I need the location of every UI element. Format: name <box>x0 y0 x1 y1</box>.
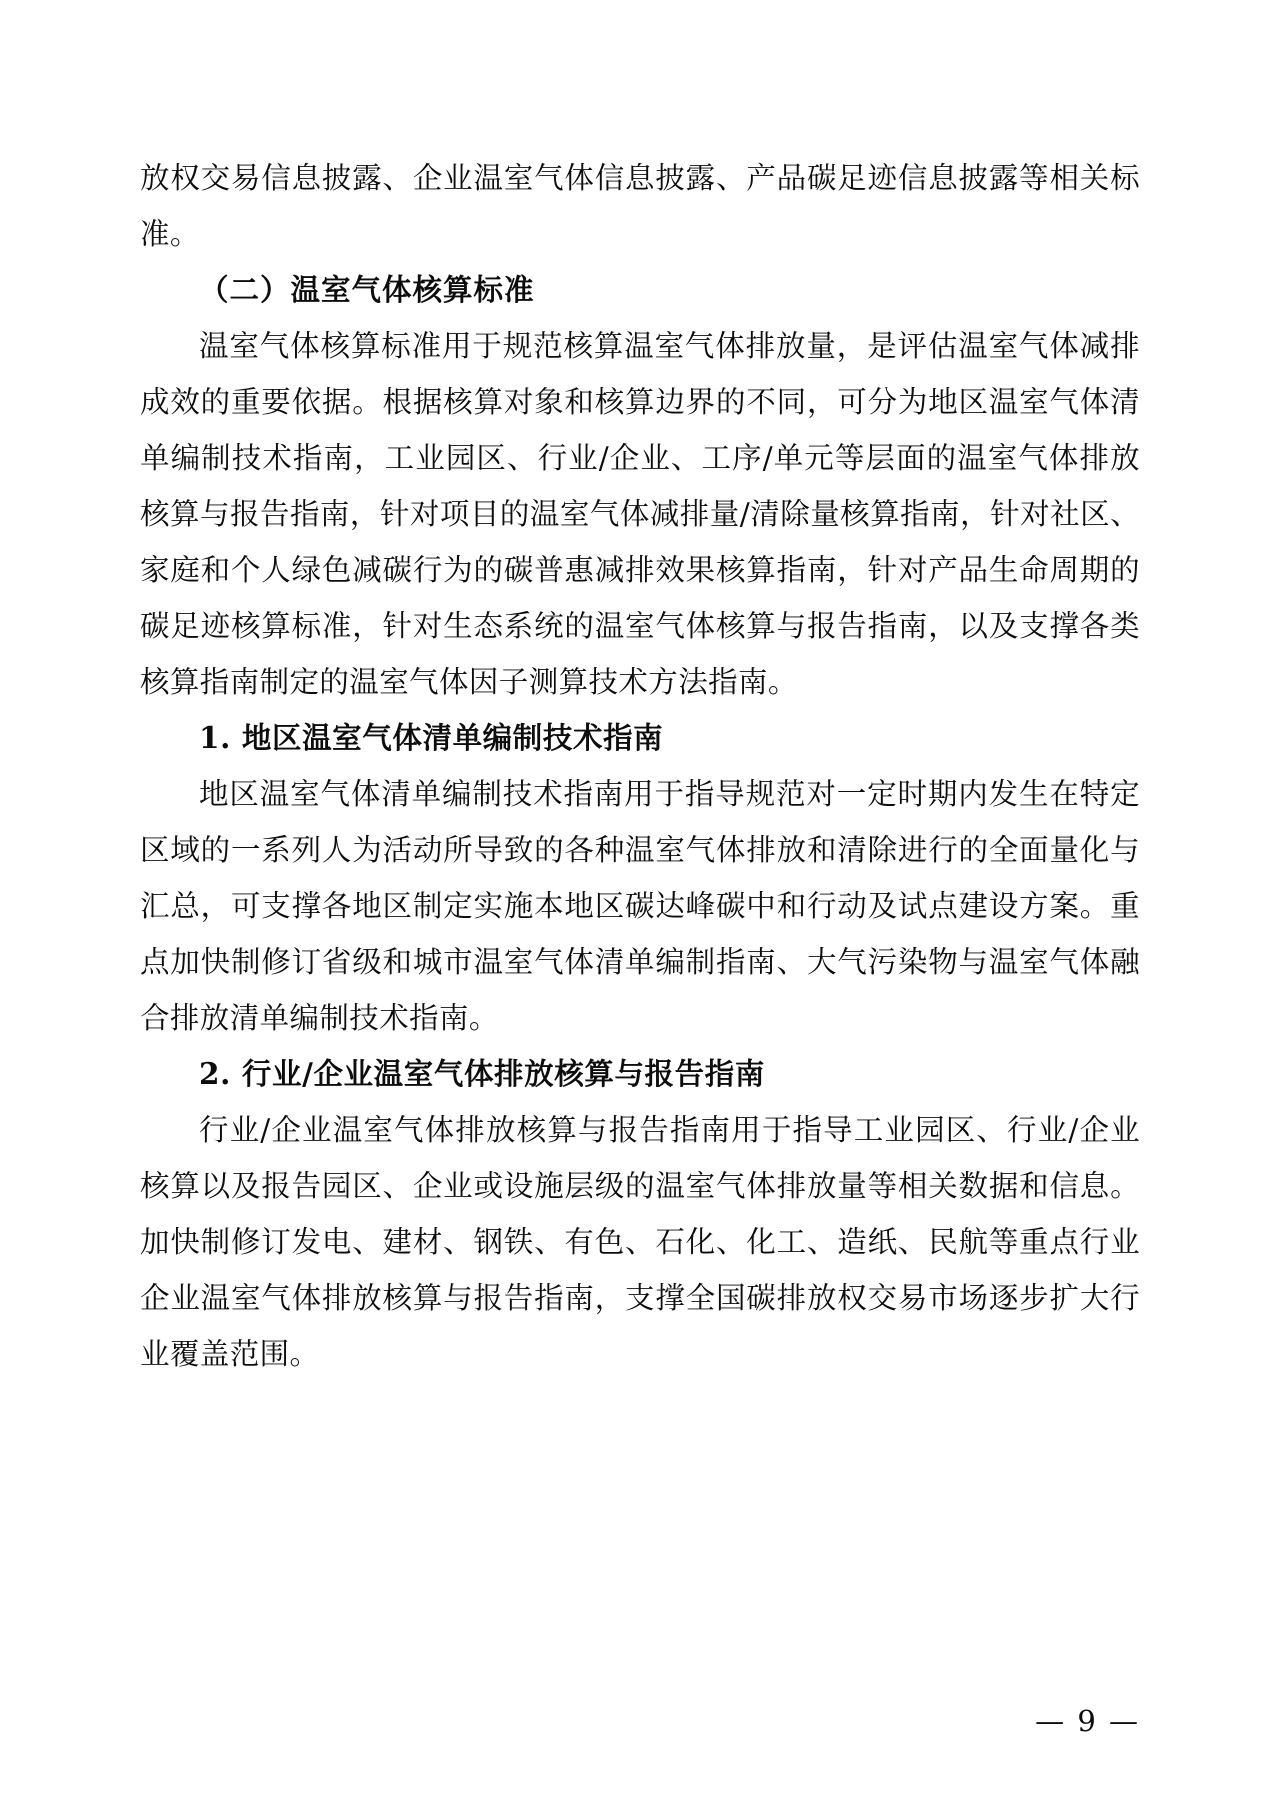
section-heading-2: （二）温室气体核算标准 <box>199 272 535 307</box>
subsection-heading-1: 1. 地区温室气体清单编制技术指南 <box>199 720 664 755</box>
subsection-heading-2: 2. 行业/企业温室气体排放核算与报告指南 <box>199 1056 765 1091</box>
paragraph-industry-enterprise: 行业/企业温室气体排放核算与报告指南用于指导工业园区、行业/企业核算以及报告园区、企业或设施层级的温室气体排放量等相关数据和信息。加快制修订发电、建材、钢铁、有色、石化、化工、造纸、民航等重点行业企业温室气体排放核算与报告指南，支撑全国碳排放权交易市场逐步扩大行业覆盖范围。 <box>140 1113 1140 1371</box>
paragraph-continuation: 放权交易信息披露、企业温室气体信息披露、产品碳足迹信息披露等相关标准。 <box>140 161 1140 251</box>
paragraph-regional-inventory: 地区温室气体清单编制技术指南用于指导规范对一定时期内发生在特定区域的一系列人为活动所导致的各种温室气体排放和清除进行的全面量化与汇总，可支撑各地区制定实施本地区碳达峰碳中和行动及试点建设方案。重点加快制修订省级和城市温室气体清单编制指南、大气污染物与温室气体融合排放清单编制技术指南。 <box>140 777 1140 1035</box>
paragraph-overview: 温室气体核算标准用于规范核算温室气体排放量，是评估温室气体减排成效的重要依据。根据核算对象和核算边界的不同，可分为地区温室气体清单编制技术指南，工业园区、行业/企业、工序/单元等层面的温室气体排放核算与报告指南，针对项目的温室气体减排量/清除量核算指南，针对社区、家庭和个人绿色减碳行为的碳普惠减排效果核算指南，针对产品生命周期的碳足迹核算标准，针对生态系统的温室气体核算与报告指南，以及支撑各类核算指南制定的温室气体因子测算技术方法指南。 <box>140 329 1140 699</box>
document-body <box>140 150 1140 1382</box>
page-number: — 9 — <box>1035 1704 1140 1738</box>
